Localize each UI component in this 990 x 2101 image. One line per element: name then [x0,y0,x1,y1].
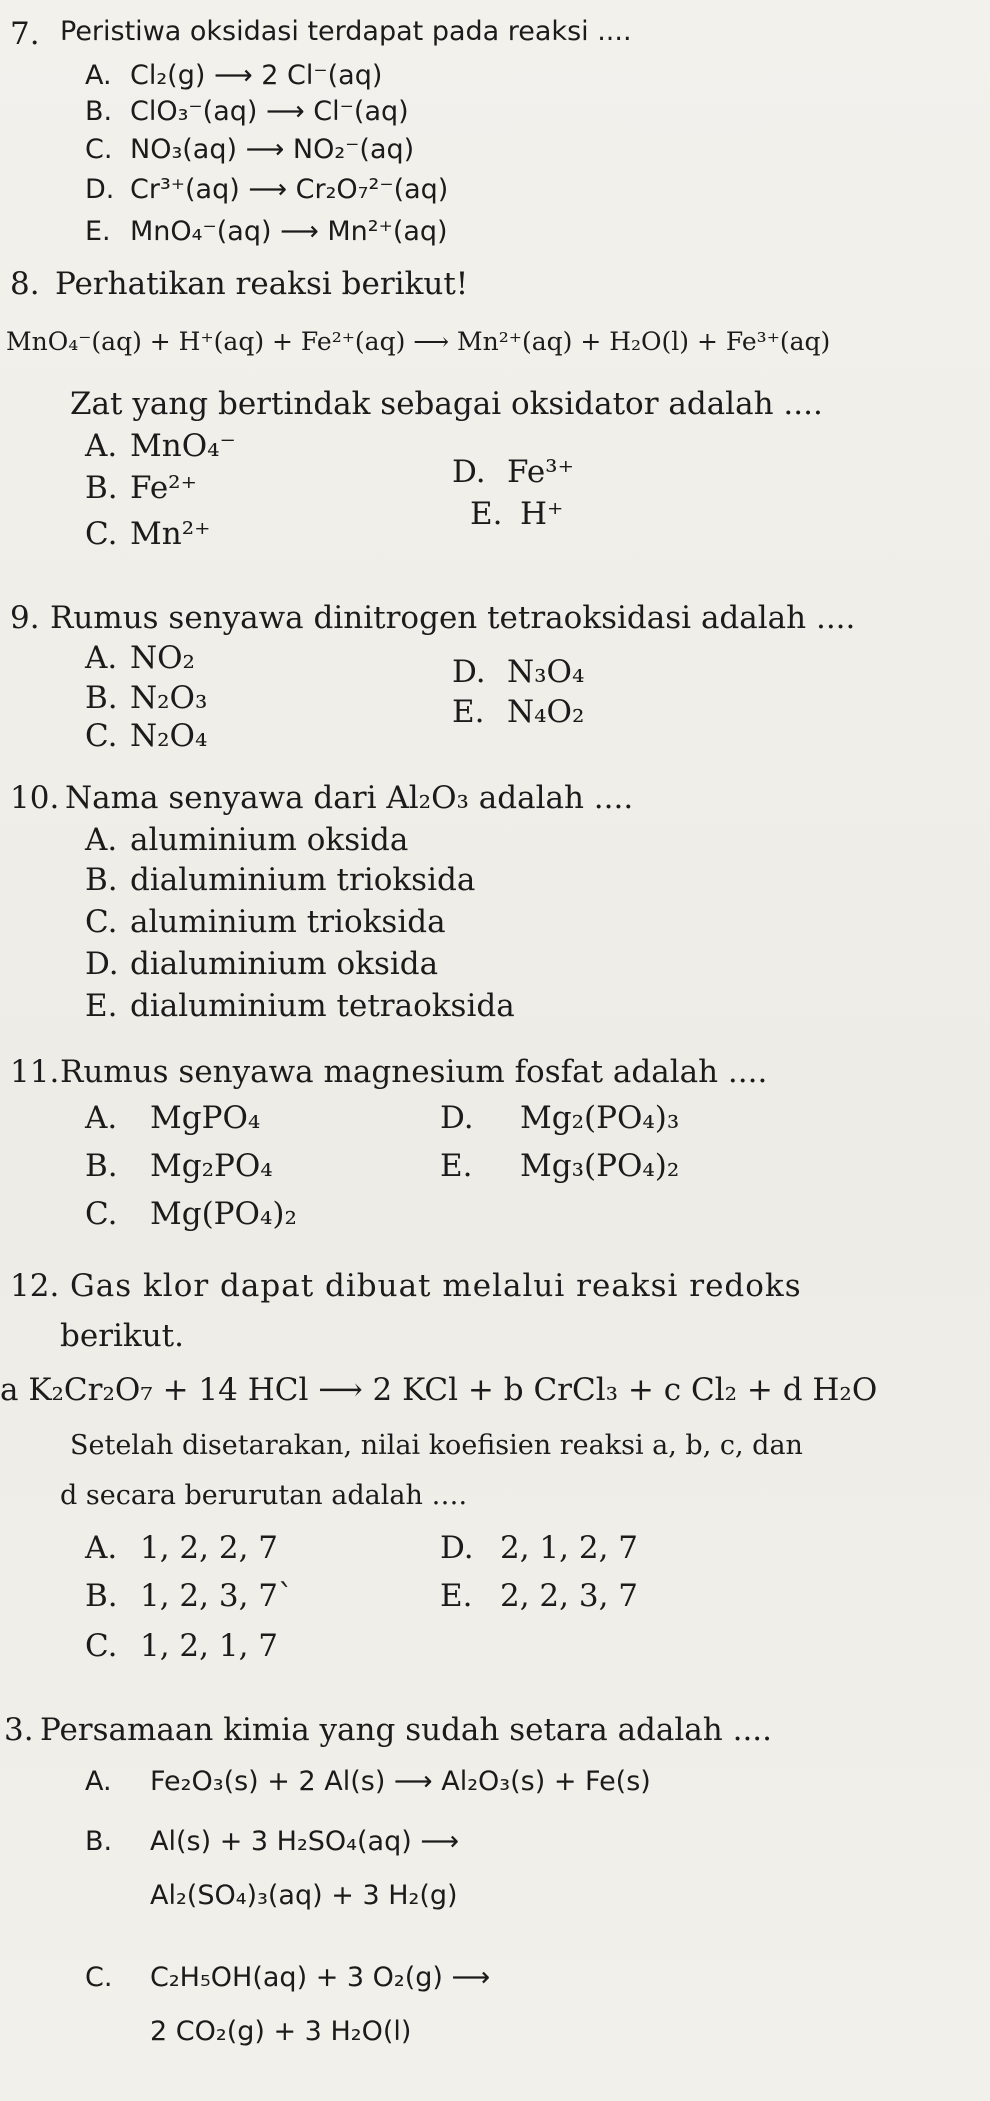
question-8-option-b-label: B. [85,470,118,506]
question-11-option-a: MgPO₄ [150,1100,261,1136]
question-13-number: 3. [4,1712,34,1748]
question-8-option-e-label: E. [470,496,503,532]
question-9-option-d: N₃O₄ [507,654,585,690]
question-12-option-d-label: D. [440,1530,474,1566]
question-10-option-e: dialuminium tetraoksida [130,988,515,1024]
question-10-option-a: aluminium oksida [130,822,409,858]
question-7-option-e-label: E. [85,216,111,247]
question-9-option-b: N₂O₃ [130,680,208,716]
question-7-option-b-label: B. [85,96,113,127]
question-9-number: 9. [10,600,40,636]
question-10-option-d: dialuminium oksida [130,946,439,982]
question-10-option-a-label: A. [85,822,118,858]
question-12-text-line1: Gas klor dapat dibuat melalui reaksi redoks [70,1268,802,1304]
question-9-text: Rumus senyawa dinitrogen tetraoksidasi adalah .... [50,600,856,636]
question-8-option-a: MnO₄⁻ [130,428,236,464]
question-12-prompt-line1: Setelah disetarakan, nilai koefisien reaksi a, b, c, dan [70,1430,803,1461]
question-12-option-b-label: B. [85,1578,118,1614]
question-8-option-c-label: C. [85,516,118,552]
question-13-option-b-continuation: Al₂(SO₄)₃(aq) + 3 H₂(g) [150,1880,458,1911]
question-10-option-c: aluminium trioksida [130,904,446,940]
question-12-option-e: 2, 2, 3, 7 [500,1578,639,1614]
question-11-option-e: Mg₃(PO₄)₂ [520,1148,680,1184]
question-13-option-b: Al(s) + 3 H₂SO₄(aq) ⟶ [150,1826,460,1857]
question-12-prompt-line2: d secara berurutan adalah …. [60,1480,468,1511]
question-9-option-e: N₄O₂ [507,694,585,730]
question-8-option-b: Fe²⁺ [130,470,197,506]
question-13-option-c-label: C. [85,1962,113,1993]
question-12-option-d: 2, 1, 2, 7 [500,1530,639,1566]
question-10-option-b-label: B. [85,862,118,898]
question-7-option-d: Cr³⁺(aq) ⟶ Cr₂O₇²⁻(aq) [130,174,449,205]
question-12-option-c-label: C. [85,1628,118,1664]
question-8-option-d: Fe³⁺ [507,454,574,490]
question-13-option-c-continuation: 2 CO₂(g) + 3 H₂O(l) [150,2016,412,2047]
question-10-number: 10. [10,780,60,816]
question-12-equation: a K₂Cr₂O₇ + 14 HCl ⟶ 2 KCl + b CrCl₃ + c Cl₂ + d H₂O [0,1372,878,1408]
question-13-text: Persamaan kimia yang sudah setara adalah .... [40,1712,773,1748]
question-11-option-a-label: A. [85,1100,118,1136]
question-7-option-a-label: A. [85,60,112,91]
question-8-equation: MnO₄⁻(aq) + H⁺(aq) + Fe²⁺(aq) ⟶ Mn²⁺(aq) + H₂O(l) + Fe³⁺(aq) [6,327,831,356]
question-9-option-a: NO₂ [130,640,195,676]
question-10-option-b: dialuminium trioksida [130,862,476,898]
question-11-option-e-label: E. [440,1148,473,1184]
question-12-number: 12. [10,1268,60,1304]
question-7-option-d-label: D. [85,174,115,205]
question-10-option-c-label: C. [85,904,118,940]
question-9-option-e-label: E. [452,694,485,730]
question-7-option-b: ClO₃⁻(aq) ⟶ Cl⁻(aq) [130,96,409,127]
question-9-option-c-label: C. [85,718,118,754]
question-12-option-c: 1, 2, 1, 7 [140,1628,279,1664]
question-8-text: Perhatikan reaksi berikut! [55,266,469,302]
question-11-option-c: Mg(PO₄)₂ [150,1196,297,1232]
question-9-option-c: N₂O₄ [130,718,208,754]
question-7-number: 7. [10,16,40,52]
question-8-option-e: H⁺ [520,496,564,532]
question-8-option-c: Mn²⁺ [130,516,211,552]
question-10-text: Nama senyawa dari Al₂O₃ adalah .... [65,780,634,816]
question-10-option-d-label: D. [85,946,119,982]
question-12-option-e-label: E. [440,1578,473,1614]
question-8-prompt: Zat yang bertindak sebagai oksidator adalah .... [70,386,823,422]
question-11-option-d-label: D. [440,1100,474,1136]
question-12-option-a: 1, 2, 2, 7 [140,1530,279,1566]
question-13-option-a: Fe₂O₃(s) + 2 Al(s) ⟶ Al₂O₃(s) + Fe(s) [150,1766,651,1797]
question-11-option-b-label: B. [85,1148,118,1184]
question-8-option-a-label: A. [85,428,118,464]
question-13-option-a-label: A. [85,1766,112,1797]
question-9-option-d-label: D. [452,654,486,690]
question-11-number: 11. [10,1054,60,1090]
question-13-option-c: C₂H₅OH(aq) + 3 O₂(g) ⟶ [150,1962,491,1993]
question-7-option-e: MnO₄⁻(aq) ⟶ Mn²⁺(aq) [130,216,448,247]
question-10-option-e-label: E. [85,988,118,1024]
question-12-option-b: 1, 2, 3, 7` [140,1578,294,1614]
question-11-option-c-label: C. [85,1196,118,1232]
question-12-text-line2: berikut. [60,1318,184,1354]
question-13-option-b-label: B. [85,1826,113,1857]
question-8-number: 8. [10,266,40,302]
question-9-option-b-label: B. [85,680,118,716]
question-11-option-d: Mg₂(PO₄)₃ [520,1100,680,1136]
question-12-option-a-label: A. [85,1530,118,1566]
question-11-text: Rumus senyawa magnesium fosfat adalah .... [60,1054,768,1090]
question-7-option-c: NO₃(aq) ⟶ NO₂⁻(aq) [130,134,415,165]
bleed-through-text [600,110,607,135]
question-8-option-d-label: D. [452,454,486,490]
question-11-option-b: Mg₂PO₄ [150,1148,273,1184]
question-9-option-a-label: A. [85,640,118,676]
question-7-text: Peristiwa oksidasi terdapat pada reaksi .... [60,16,632,47]
question-7-option-c-label: C. [85,134,113,165]
question-7-option-a: Cl₂(g) ⟶ 2 Cl⁻(aq) [130,60,383,91]
